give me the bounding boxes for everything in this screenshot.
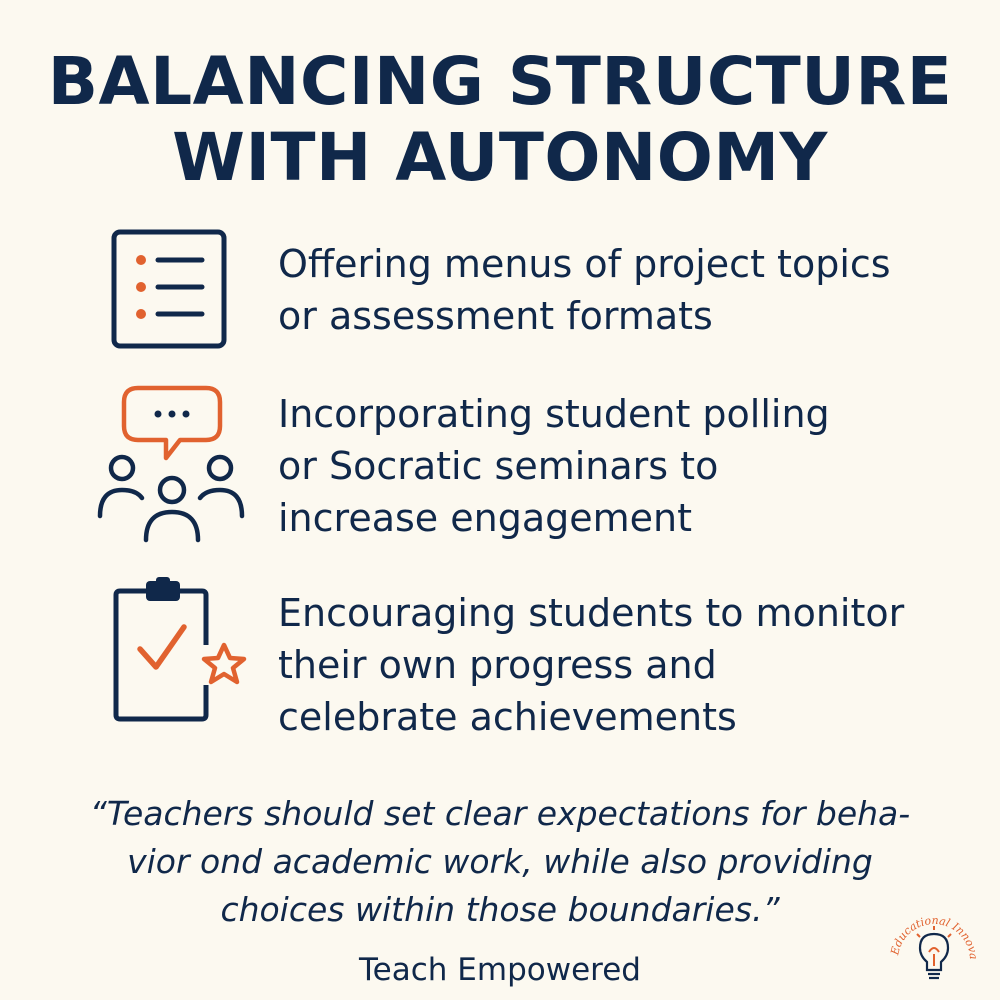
item-2-line-1: Incorporating student polling — [278, 392, 830, 436]
attribution: Teach Empowered — [359, 952, 641, 988]
quote-line-3: choices within those boundaries.” — [220, 890, 780, 929]
logo-text: Educational Innova — [888, 913, 981, 961]
title-line-2: WITH AUTONOMY — [172, 119, 828, 196]
checklist-icon — [110, 228, 230, 352]
quote — [0, 790, 1000, 934]
lightbulb-icon — [917, 926, 951, 978]
item-1-line-2: or assessment formats — [278, 294, 713, 338]
item-offering-menus — [278, 238, 891, 342]
quote-line-2: vior ond academic work, while also providing — [127, 842, 873, 881]
item-3-line-1: Encouraging students to monitor — [278, 591, 905, 635]
quote-line-1: “Teachers should set clear expectations for beha- — [89, 794, 911, 833]
clipboard-star-icon — [110, 575, 252, 725]
item-3-line-3: celebrate achievements — [278, 695, 737, 739]
logo — [884, 900, 984, 995]
item-monitor-progress — [278, 587, 904, 743]
title-line-1: BALANCING STRUCTURE — [47, 43, 953, 120]
page-title — [0, 44, 1000, 196]
item-3-line-2: their own progress and — [278, 643, 717, 687]
discussion-group-icon — [96, 380, 248, 546]
item-2-line-2: or Socratic seminars to — [278, 444, 719, 488]
item-1-line-1: Offering menus of project topics — [278, 242, 891, 286]
item-student-polling — [278, 388, 830, 544]
item-2-line-3: increase engagement — [278, 496, 692, 540]
